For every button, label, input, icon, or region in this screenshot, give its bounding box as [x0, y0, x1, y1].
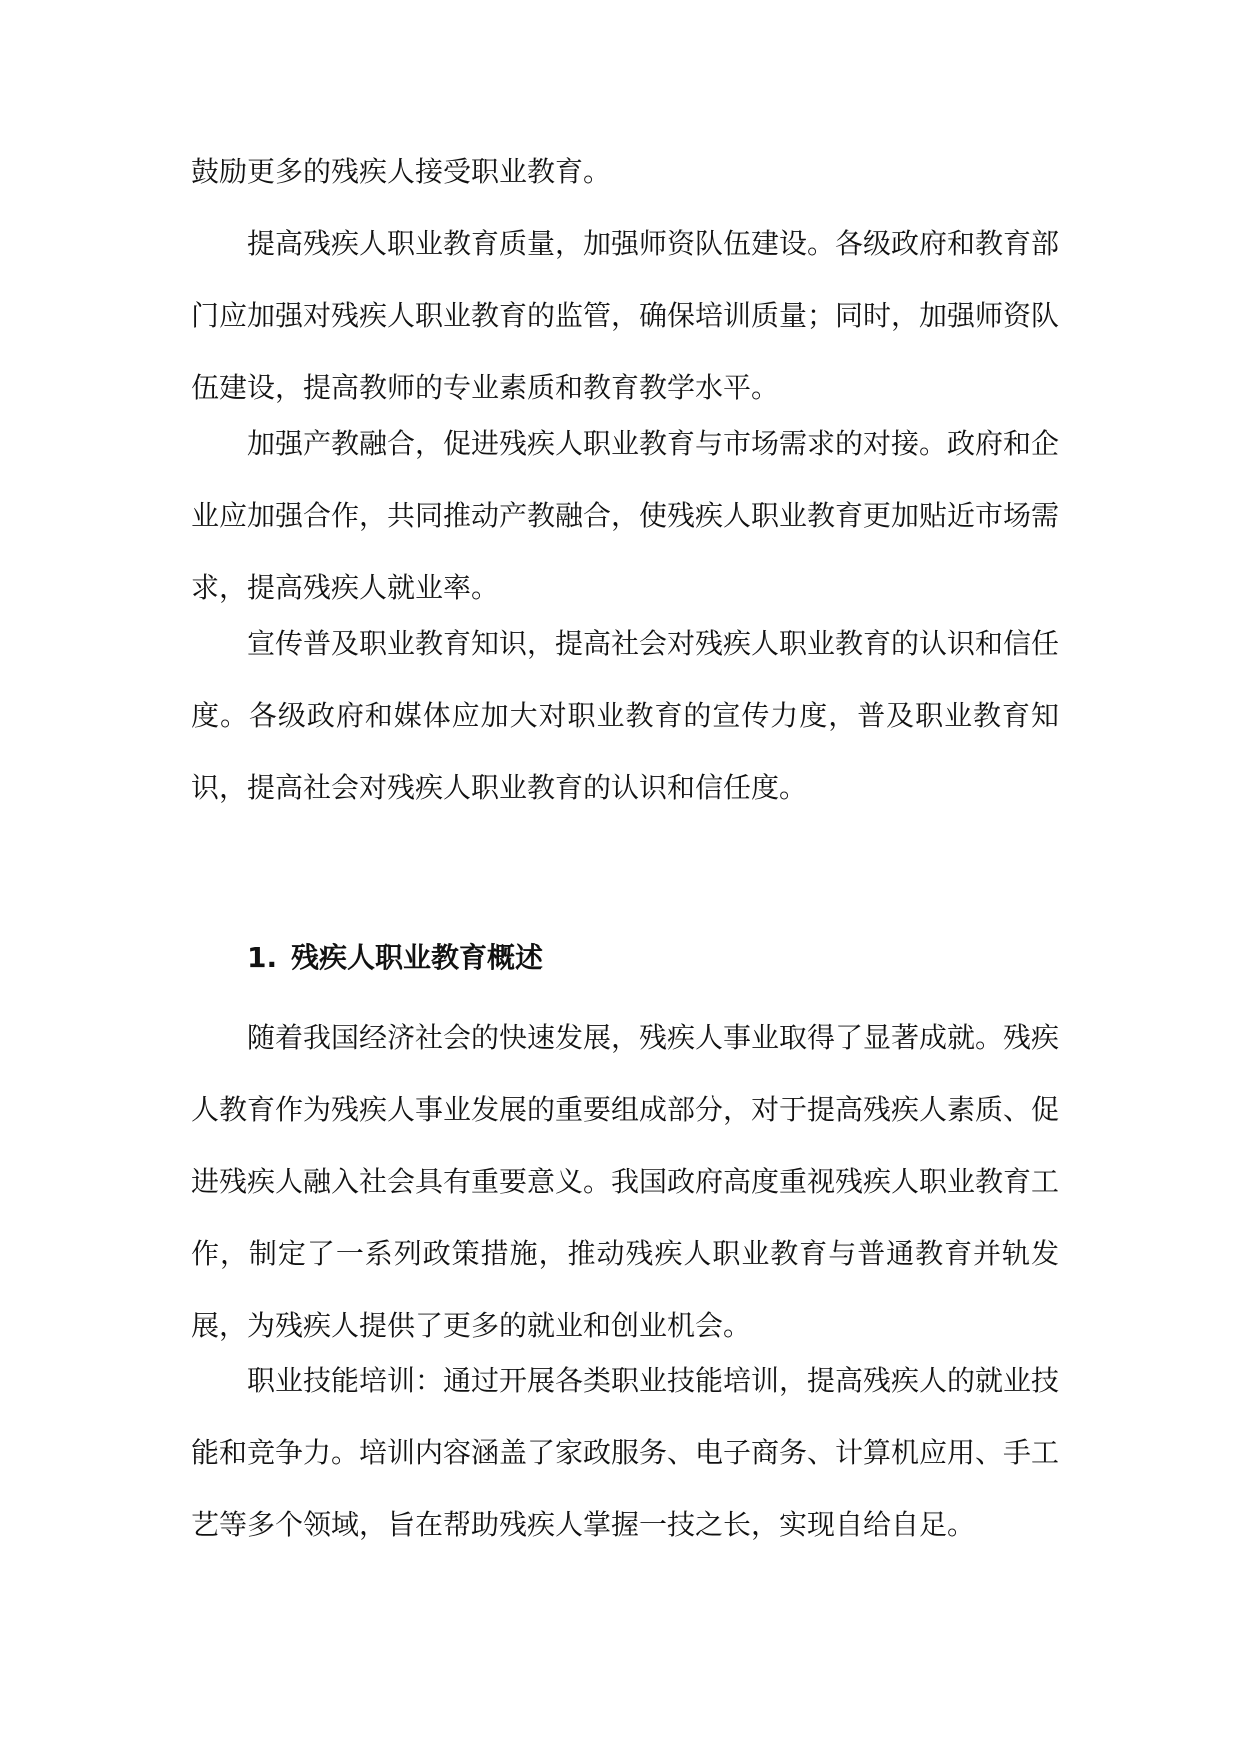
paragraph-publicity: 宣传普及职业教育知识，提高社会对残疾人职业教育的认识和信任度。各级政府和媒体应加大对职业教育的宣传力度，普及职业教育知识，提高社会对残疾人职业教育的认识和信任度。 — [191, 627, 1060, 804]
section-title: 残疾人职业教育概述 — [291, 941, 544, 974]
paragraph-continuation: 鼓励更多的残疾人接受职业教育。 — [191, 155, 612, 188]
paragraph-industry-education: 加强产教融合，促进残疾人职业教育与市场需求的对接。政府和企业应加强合作，共同推动产教融合，使残疾人职业教育更加贴近市场需求，提高残疾人就业率。 — [191, 427, 1060, 604]
paragraph-skills-training: 职业技能培训：通过开展各类职业技能培训，提高残疾人的就业技能和竞争力。培训内容涵盖了家政服务、电子商务、计算机应用、手工艺等多个领域，旨在帮助残疾人掌握一技之长，实现自给自足。 — [191, 1364, 1060, 1541]
section-heading — [247, 922, 543, 994]
section-number: 1. — [247, 941, 278, 974]
paragraph-overview: 随着我国经济社会的快速发展，残疾人事业取得了显著成就。残疾人教育作为残疾人事业发展的重要组成部分，对于提高残疾人素质、促进残疾人融入社会具有重要意义。我国政府高度重视残疾人职业教育工作，制定了一系列政策措施，推动残疾人职业教育与普通教育并轨发展，为残疾人提供了更多的就业和创业机会。 — [191, 1021, 1060, 1342]
paragraph-teacher-quality: 提高残疾人职业教育质量，加强师资队伍建设。各级政府和教育部门应加强对残疾人职业教育的监管，确保培训质量；同时，加强师资队伍建设，提高教师的专业素质和教育教学水平。 — [191, 227, 1060, 404]
